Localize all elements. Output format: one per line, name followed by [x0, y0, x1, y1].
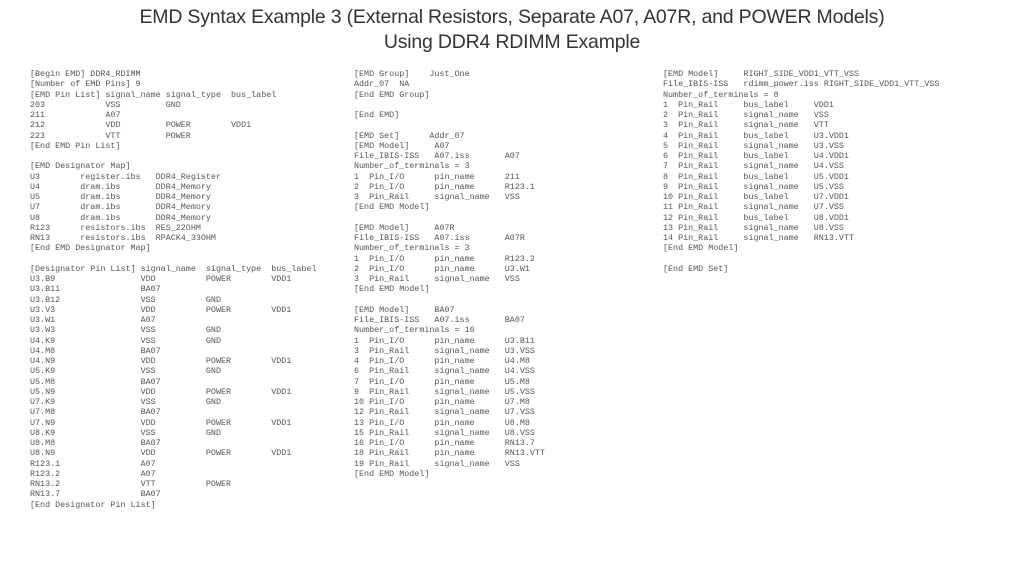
code-line: RN13.7 BA07 — [30, 489, 161, 500]
code-line: 18 Pin_Rail pin_name RN13.VTT — [354, 448, 545, 459]
code-line: [EMD Model] A07 — [354, 140, 450, 151]
code-line: U7.K9 VSS GND — [30, 397, 221, 407]
code-line: [End EMD Group] — [354, 89, 430, 100]
code-line: U3 register.ibs DDR4_Register — [30, 171, 221, 182]
code-line: 10 Pin_I/O pin_name U7.M8 — [354, 397, 530, 407]
code-line: U3.B9 VDD POWER VDD1 — [30, 274, 292, 284]
code-line: U8.K9 VSS GND — [30, 427, 221, 438]
code-line: [EMD Group] Just_One — [354, 69, 470, 79]
code-line: 3 Pin_Rail signal_name VSS — [354, 192, 520, 202]
code-line — [354, 213, 545, 223]
code-line: Number_of_terminals = 8 — [663, 89, 779, 100]
code-line: 6 Pin_Rail signal_name U4.VSS — [354, 366, 535, 377]
code-line: File_IBIS-ISS A07.iss A07R — [354, 233, 525, 243]
code-line: 8 Pin_Rail bus_label U5.VDD1 — [663, 171, 849, 182]
code-line — [30, 254, 316, 264]
code-line: [EMD Model] A07R — [354, 222, 455, 233]
code-line: U5.K9 VSS GND — [30, 366, 221, 377]
code-line: 10 Pin_Rail bus_label U7.VDD1 — [663, 192, 849, 202]
code-line: 13 Pin_I/O pin_name U8.M8 — [354, 417, 530, 428]
code-line: 12 Pin_Rail signal_name U7.VSS — [354, 407, 535, 418]
code-line: U3.W3 VSS GND — [30, 325, 221, 336]
slide-title: EMD Syntax Example 3 (External Resistors, Separate A07, A07R, and POWER Models) — [139, 6, 885, 28]
code-line: U8.N9 VDD POWER VDD1 — [30, 448, 292, 459]
code-line: U3.W1 A07 — [30, 315, 156, 325]
code-line: 212 VDD POWER VDD1 — [30, 120, 252, 131]
code-line: Addr_07 NA — [354, 79, 410, 90]
emd-group-and-models-column — [354, 69, 545, 479]
code-line: [EMD Designator Map] — [30, 161, 131, 172]
code-line: U5 dram.ibs DDR4_Memory — [30, 192, 211, 202]
code-line: [End EMD Pin List] — [30, 140, 121, 151]
code-line: U7.M8 BA07 — [30, 407, 161, 418]
code-line: U4.K9 VSS GND — [30, 335, 221, 346]
code-line: U7.N9 VDD POWER VDD1 — [30, 417, 292, 428]
code-line: 203 VSS GND — [30, 99, 181, 110]
code-line: 9 Pin_Rail signal_name U5.VSS — [354, 386, 535, 397]
code-line: RN13.2 VTT POWER — [30, 479, 232, 489]
code-line: 2 Pin_Rail signal_name VSS — [663, 110, 829, 120]
code-line: 211 A07 — [30, 110, 121, 120]
code-line: R123.1 A07 — [30, 458, 156, 469]
code-line: 1 Pin_I/O pin_name U3.B11 — [354, 335, 535, 346]
code-line: U8.M8 BA07 — [30, 438, 161, 448]
code-line: R123.2 A07 — [30, 468, 156, 479]
code-line: Number_of_terminals = 3 — [354, 161, 470, 172]
code-line: 1 Pin_Rail bus_label VDD1 — [663, 99, 834, 110]
code-line: [Designator Pin List] signal_name signal_type bus_label — [30, 263, 317, 274]
code-line — [354, 295, 545, 305]
code-line: 5 Pin_Rail signal_name U3.VSS — [663, 140, 844, 151]
code-line: [End EMD Model] — [354, 468, 430, 479]
code-line: 4 Pin_I/O pin_name U4.M8 — [354, 356, 530, 366]
code-line: [EMD Set] Addr_07 — [354, 130, 465, 141]
code-line: U3.B12 VSS GND — [30, 294, 221, 305]
code-line: 19 Pin_Rail signal_name VSS — [354, 458, 520, 469]
code-line: 9 Pin_Rail signal_name U5.VSS — [663, 181, 844, 192]
code-line: File_IBIS-ISS A07.iss BA07 — [354, 315, 525, 325]
code-line: U5.M8 BA07 — [30, 376, 161, 387]
code-line: [EMD Model] RIGHT_SIDE_VDD1_VTT_VSS — [663, 69, 860, 79]
code-line — [30, 151, 316, 161]
code-line: [EMD Pin List] signal_name signal_type bus_label — [30, 89, 277, 100]
code-line: 7 Pin_I/O pin_name U5.M8 — [354, 376, 530, 387]
code-line: Number_of_terminals = 3 — [354, 243, 470, 254]
code-line — [354, 100, 545, 110]
code-line: 3 Pin_Rail signal_name VSS — [354, 274, 520, 284]
code-line: 223 VTT POWER — [30, 130, 191, 141]
code-line: 2 Pin_I/O pin_name R123.1 — [354, 181, 535, 192]
code-line: U4.N9 VDD POWER VDD1 — [30, 356, 292, 366]
code-line: [EMD Model] BA07 — [354, 304, 455, 315]
code-line: 14 Pin_Rail signal_name RN13.VTT — [663, 233, 854, 243]
code-line: 11 Pin_Rail signal_name U7.VSS — [663, 202, 844, 213]
code-line: 1 Pin_I/O pin_name 211 — [354, 171, 520, 182]
code-line: 16 Pin_I/O pin_name RN13.7 — [354, 438, 535, 448]
code-line: R123 resistors.ibs RES_22OHM — [30, 222, 201, 233]
code-line: 12 Pin_Rail bus_label U8.VDD1 — [663, 212, 849, 223]
emd-definition-column — [30, 69, 316, 510]
code-line: 15 Pin_Rail signal_name U8.VSS — [354, 427, 535, 438]
code-line: [End EMD Model] — [354, 202, 430, 213]
code-line: U3.B11 BA07 — [30, 284, 161, 295]
code-line: U4.M8 BA07 — [30, 345, 161, 356]
code-line: [Begin EMD] DDR4_RDIMM — [30, 69, 141, 79]
code-line: [End EMD Model] — [354, 284, 430, 295]
code-line: 2 Pin_I/O pin_name U3.W1 — [354, 263, 530, 274]
code-line: U8 dram.ibs DDR4_Memory — [30, 212, 211, 223]
code-line: 3 Pin_Rail signal_name VTT — [663, 120, 829, 131]
code-line: [End EMD Designator Map] — [30, 243, 151, 254]
code-line: U3.V3 VDD POWER VDD1 — [30, 304, 292, 315]
code-line: 4 Pin_Rail bus_label U3.VDD1 — [663, 130, 849, 141]
code-line — [354, 120, 545, 130]
code-line: Number_of_terminals = 16 — [354, 325, 475, 336]
code-line: File_IBIS-ISS rdimm_power.iss RIGHT_SIDE_VDD1_VTT_VSS — [663, 79, 940, 90]
code-line: [End EMD Set] — [663, 263, 729, 274]
power-model-column — [663, 69, 939, 274]
slide-subtitle: Using DDR4 RDIMM Example — [383, 31, 641, 53]
code-line: 13 Pin_Rail signal_name U8.VSS — [663, 222, 844, 233]
code-line: 6 Pin_Rail bus_label U4.VDD1 — [663, 151, 849, 161]
code-line: [End EMD Model] — [663, 243, 739, 254]
code-line: U7 dram.ibs DDR4_Memory — [30, 202, 211, 213]
code-line: [End Designator Pin List] — [30, 499, 156, 510]
code-line: RN13 resistors.ibs RPACK4_33OHM — [30, 233, 216, 243]
code-line: U5.N9 VDD POWER VDD1 — [30, 386, 292, 397]
code-line: [Number of EMD Pins] 9 — [30, 79, 141, 90]
code-line: File_IBIS-ISS A07.iss A07 — [354, 151, 520, 161]
code-line — [663, 254, 939, 264]
code-line: 7 Pin_Rail signal_name U4.VSS — [663, 161, 844, 172]
code-line: 1 Pin_I/O pin_name R123.2 — [354, 253, 535, 264]
code-line: [End EMD] — [354, 110, 400, 120]
code-line: 3 Pin_Rail signal_name U3.VSS — [354, 345, 535, 356]
code-line: U4 dram.ibs DDR4_Memory — [30, 181, 211, 192]
